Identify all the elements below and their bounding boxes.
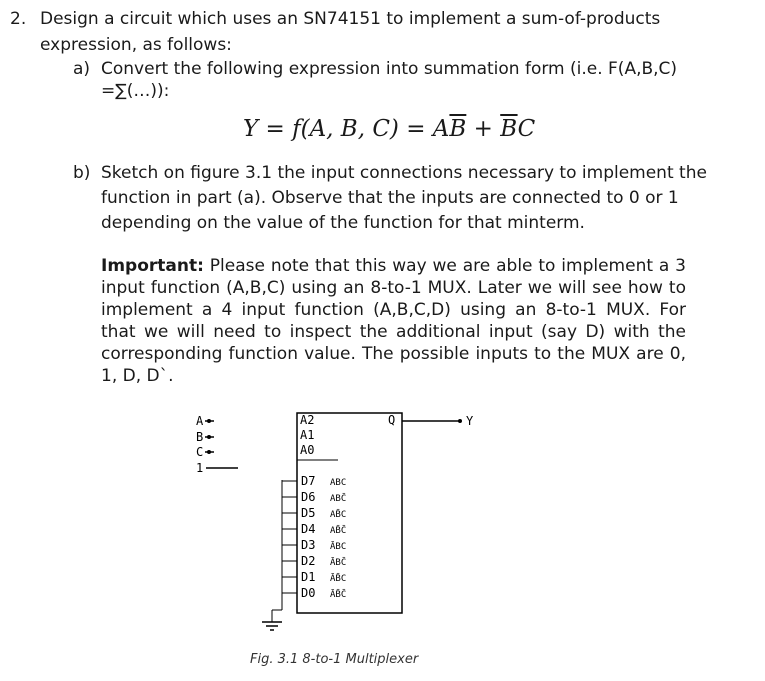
output-pin: Q — [388, 413, 396, 427]
part-a-line-1: Convert the following expression into summation form (i.e. F(A,B,C) — [101, 59, 678, 79]
input-wires — [196, 414, 238, 475]
minterm-d5: AB̄C — [330, 510, 347, 520]
part-b-line-1: Sketch on figure 3.1 the input connections necessary to implement the — [101, 163, 707, 183]
important-label: Important: — [101, 256, 204, 276]
minterm-d0: ĀB̄C̄ — [330, 590, 347, 600]
ground-icon — [262, 622, 282, 630]
input-c-label: C — [196, 445, 204, 459]
part-b-line-2: function in part (a). Observe that the inputs are connected to 0 or 1 — [101, 188, 679, 208]
select-a0: A0 — [300, 443, 315, 457]
formula-term1-b: $\overline{B}$ — [449, 116, 467, 142]
formula-term2-a: $\overline{B}$ — [500, 116, 518, 142]
part-a-line-2: =∑(…)): — [101, 81, 170, 101]
formula-lhs: Y = f(A, B, C) = — [243, 116, 426, 142]
important-text: Please note that this way we are able to implement a 3 input function (A,B,C) using an 8-to-1 MUX. Later we will see how to implement a 4 input function (A,B,C,D) using an 8-to-1 MUX. For that we will need to inspect the additional input (say D) with the corresponding function value. The possible inputs to the MUX are 0, 1, D, D`. — [101, 256, 686, 386]
part-b-label: b) — [73, 163, 91, 183]
data-pin-d5: D5 — [301, 506, 316, 520]
select-a2: A2 — [300, 413, 315, 427]
input-a-label: A — [196, 414, 204, 428]
formula-term2-b: C — [517, 116, 536, 142]
data-pin-d6: D6 — [301, 490, 316, 504]
output-y-label: Y — [466, 414, 474, 428]
data-pin-d3: D3 — [301, 538, 316, 552]
input-1-label: 1 — [196, 461, 204, 475]
minterm-d2: ĀBC̄ — [330, 558, 347, 568]
data-pin-d2: D2 — [301, 554, 316, 568]
figure-caption: Fig. 3.1 8-to-1 Multiplexer — [250, 652, 419, 667]
question-number: 2. — [10, 9, 27, 29]
data-pin-d0: D0 — [301, 586, 316, 600]
minterm-d3: ĀBC — [330, 542, 347, 552]
minterm-d7: ABC — [330, 478, 347, 488]
data-pin-d4: D4 — [301, 522, 316, 536]
data-pin-d7: D7 — [301, 474, 316, 488]
question-line-2: expression, as follows: — [40, 35, 232, 55]
select-a1: A1 — [300, 428, 315, 442]
minterm-d1: ĀB̄C — [330, 574, 347, 584]
minterm-d6: ABC̄ — [330, 494, 347, 504]
formula-plus: + — [473, 116, 493, 142]
minterm-d4: AB̄C̄ — [330, 526, 347, 536]
input-b-label: B — [196, 430, 204, 444]
part-b-line-3: depending on the value of the function for that minterm. — [101, 213, 585, 233]
data-pin-d1: D1 — [301, 570, 316, 584]
formula-term1-a: A — [432, 116, 450, 142]
question-line-1: Design a circuit which uses an SN74151 to implement a sum-of-products — [40, 9, 661, 29]
part-a-label: a) — [73, 59, 91, 79]
